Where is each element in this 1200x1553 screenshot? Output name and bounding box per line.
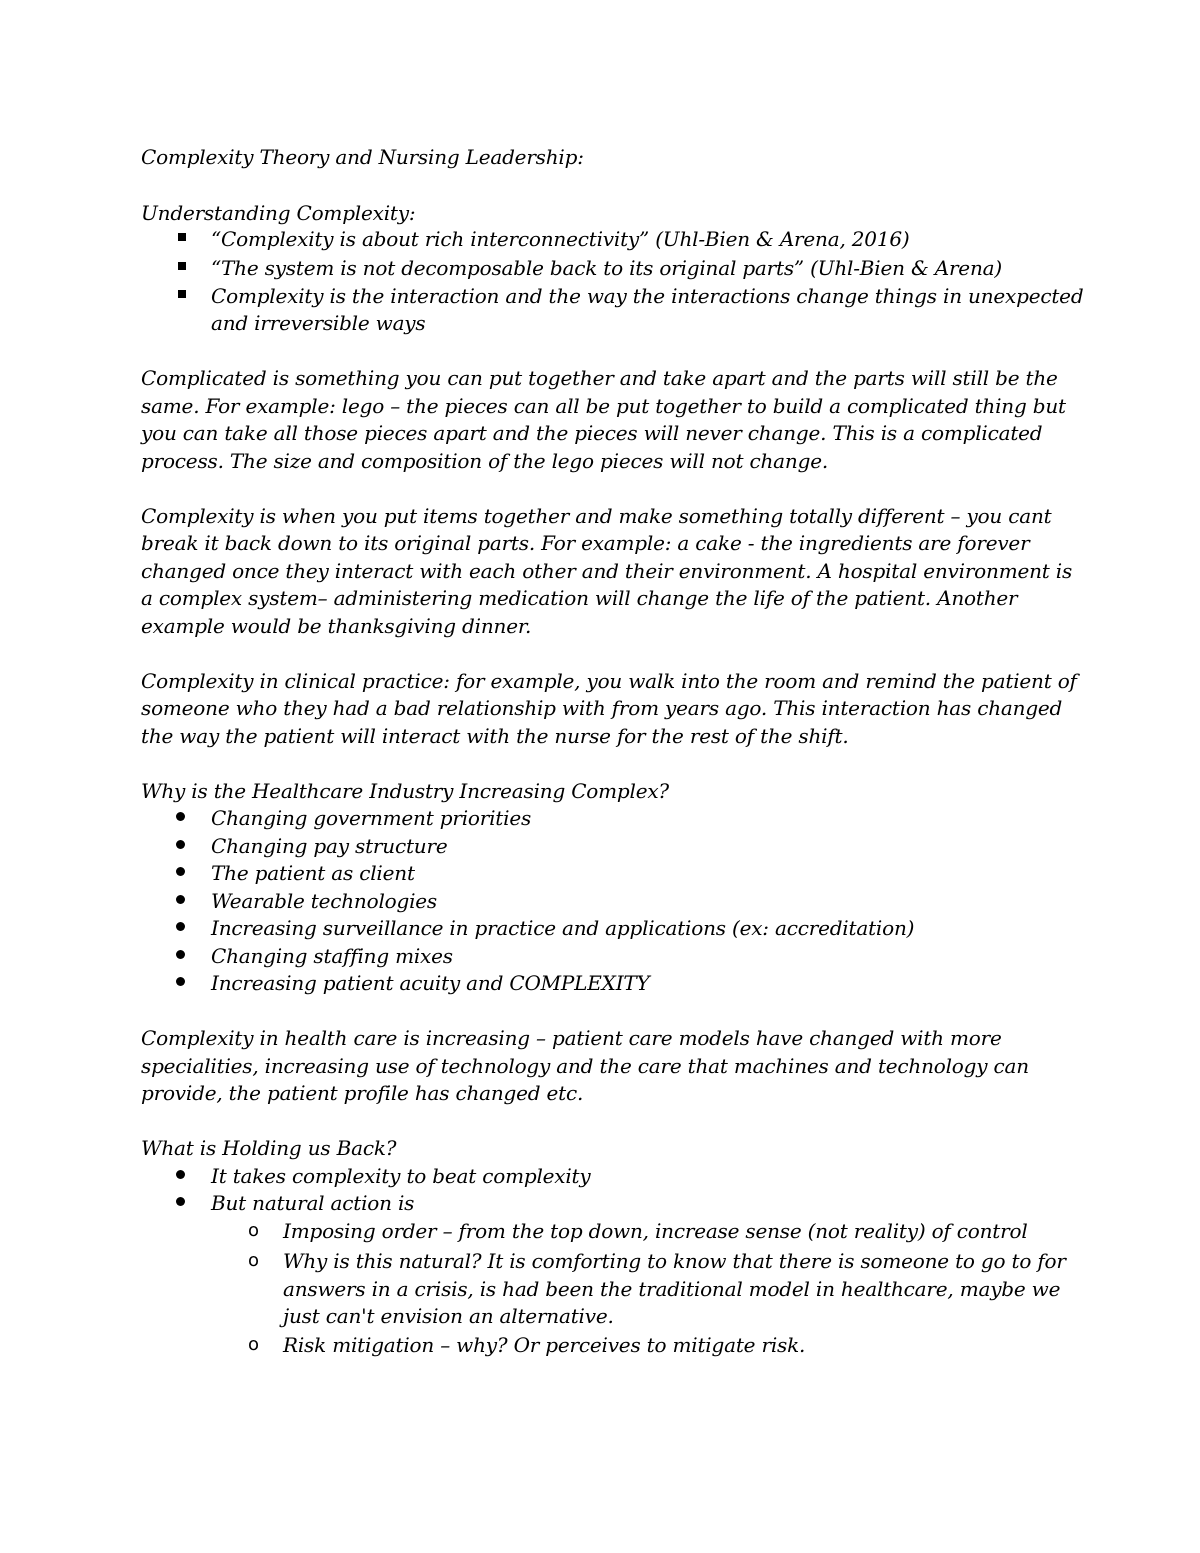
square-bullet-icon [178, 290, 186, 298]
paragraph-line: break it back down to its original parts. For example: a cake - the ingredients are forever [141, 531, 1030, 555]
round-bullet-icon [176, 1170, 185, 1179]
paragraph-line: Complexity in health care is increasing – patient care models have changed with more [141, 1026, 1002, 1050]
paragraph-line: provide, the patient profile has changed etc. [141, 1081, 584, 1105]
section-heading-holding: What is Holding us Back? [141, 1136, 397, 1160]
document-title: Complexity Theory and Nursing Leadership: [141, 145, 584, 169]
paragraph-line: the way the patient will interact with the nurse for the rest of the shift. [141, 724, 849, 748]
list-item: Increasing surveillance in practice and applications (ex: accreditation) [211, 916, 915, 940]
square-bullet-icon [178, 233, 186, 241]
sub-list-item: Imposing order – from the top down, increase sense (not reality) of control [283, 1219, 1028, 1243]
list-item: Increasing patient acuity and COMPLEXITY [211, 971, 650, 995]
sub-list-item: Risk mitigation – why? Or perceives to mitigate risk. [283, 1333, 806, 1357]
paragraph-line: you can take all those pieces apart and the pieces will never change. This is a complicated [141, 421, 1043, 445]
paragraph-line: same. For example: lego – the pieces can all be put together to build a complicated thing but [141, 394, 1066, 418]
list-item: Changing government priorities [211, 806, 532, 830]
list-item: “The system is not decomposable back to its original parts” (Uhl-Bien & Arena) [211, 256, 1002, 280]
round-bullet-icon [176, 977, 185, 986]
paragraph-line: Complexity in clinical practice: for example, you walk into the room and remind the patient of [141, 669, 1077, 693]
list-item: But natural action is [211, 1191, 415, 1215]
list-item: Changing pay structure [211, 834, 448, 858]
sub-list-item-continuation: just can't envision an alternative. [283, 1304, 614, 1328]
paragraph-line: Complexity is when you put items together and make something totally different – you cant [141, 504, 1052, 528]
section-heading-understanding: Understanding Complexity: [141, 201, 416, 225]
round-bullet-icon [176, 812, 185, 821]
hollow-bullet-icon: o [248, 1334, 260, 1355]
square-bullet-icon [178, 262, 186, 270]
paragraph-line: changed once they interact with each other and their environment. A hospital environment is [141, 559, 1073, 583]
list-item: Complexity is the interaction and the way the interactions change things in unexpected [211, 284, 1084, 308]
round-bullet-icon [176, 840, 185, 849]
hollow-bullet-icon: o [248, 1220, 260, 1241]
list-item: It takes complexity to beat complexity [211, 1164, 591, 1188]
list-item-continuation: and irreversible ways [211, 311, 426, 335]
paragraph-line: Complicated is something you can put together and take apart and the parts will still be the [141, 366, 1058, 390]
round-bullet-icon [176, 867, 185, 876]
round-bullet-icon [176, 922, 185, 931]
paragraph-line: someone who they had a bad relationship with from years ago. This interaction has changed [141, 696, 1063, 720]
round-bullet-icon [176, 950, 185, 959]
list-item: Changing staffing mixes [211, 944, 453, 968]
list-item: Wearable technologies [211, 889, 437, 913]
list-item: “Complexity is about rich interconnectivity” (Uhl-Bien & Arena, 2016) [211, 227, 910, 251]
round-bullet-icon [176, 1197, 185, 1206]
hollow-bullet-icon: o [248, 1250, 260, 1271]
list-item: The patient as client [211, 861, 415, 885]
round-bullet-icon [176, 895, 185, 904]
sub-list-item: Why is this natural? It is comforting to know that there is someone to go to for [283, 1249, 1066, 1273]
paragraph-line: a complex system– administering medication will change the life of the patient. Another [141, 586, 1018, 610]
section-heading-why: Why is the Healthcare Industry Increasing Complex? [141, 779, 669, 803]
paragraph-line: specialities, increasing use of technology and the care that machines and technology can [141, 1054, 1029, 1078]
paragraph-line: process. The size and composition of the lego pieces will not change. [141, 449, 828, 473]
sub-list-item-continuation: answers in a crisis, is had been the traditional model in healthcare, maybe we [283, 1277, 1061, 1301]
paragraph-line: example would be thanksgiving dinner. [141, 614, 532, 638]
